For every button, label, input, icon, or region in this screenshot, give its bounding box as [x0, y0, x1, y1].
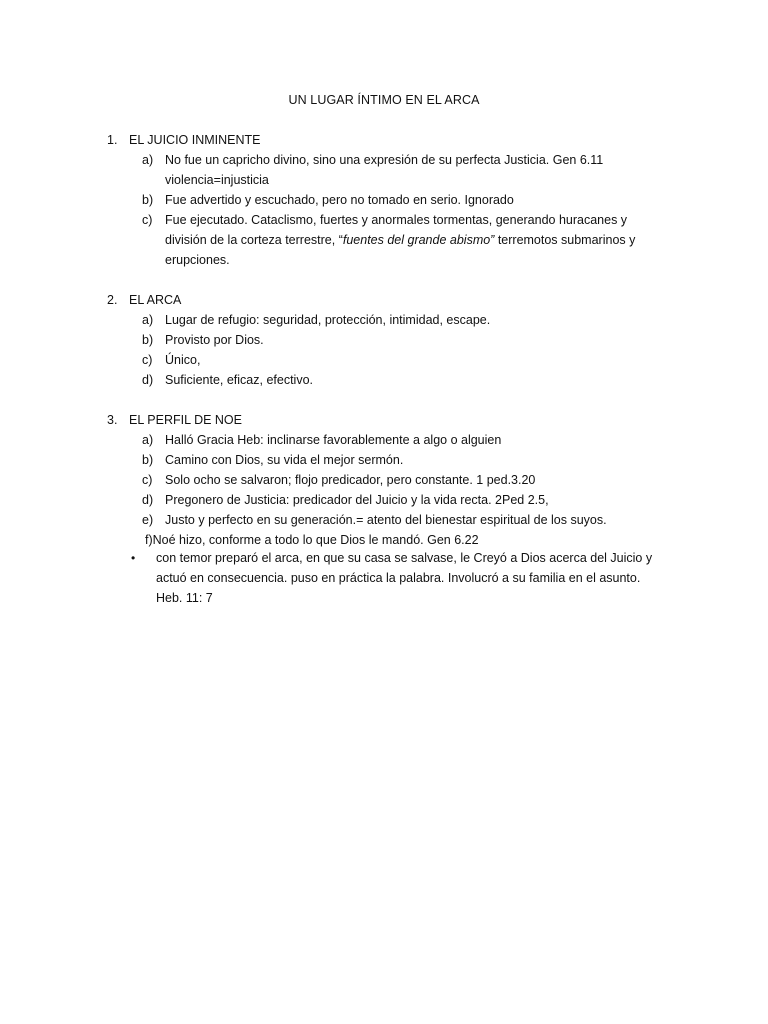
section-3 [0, 410, 768, 430]
section-heading: EL ARCA [129, 293, 182, 307]
section-2 [0, 290, 768, 310]
section-heading: EL JUICIO INMINENTE [129, 133, 261, 147]
item-text: Pregonero de Justicia: predicador del Juicio y la vida recta. 2Ped 2.5, [165, 493, 549, 507]
list-item [0, 370, 768, 390]
list-item-continuation [0, 230, 768, 250]
item-marker: d) [142, 373, 154, 387]
document-title: UN LUGAR ÍNTIMO EN EL ARCA [288, 93, 480, 107]
item-text: Provisto por Dios. [165, 333, 264, 347]
item-text: Camino con Dios, su vida el mejor sermón. [165, 453, 404, 467]
list-item [0, 210, 768, 230]
bullet-item [0, 548, 768, 568]
item-marker: e) [142, 513, 154, 527]
section-number: 1. [107, 133, 118, 147]
section-number: 2. [107, 293, 118, 307]
list-item [0, 310, 768, 330]
item-text: Único, [165, 353, 201, 367]
list-item-continuation [0, 250, 768, 270]
list-item [0, 430, 768, 450]
item-text: Suficiente, eficaz, efectivo. [165, 373, 313, 387]
item-marker: b) [142, 333, 154, 347]
item-text: Fue advertido y escuchado, pero no tomado en serio. Ignorado [165, 193, 514, 207]
section-1 [0, 130, 768, 150]
item-text: f)Noé hizo, conforme a todo lo que Dios le mandó. Gen 6.22 [145, 533, 479, 547]
item-text: Justo y perfecto en su generación.= atento del bienestar espiritual de los suyos. [165, 513, 607, 527]
section-heading: EL PERFIL DE NOE [129, 413, 242, 427]
item-text: erupciones. [165, 253, 230, 267]
list-item [0, 470, 768, 490]
item-text: No fue un capricho divino, sino una expresión de su perfecta Justicia. Gen 6.11 [165, 153, 604, 167]
item-marker: c) [142, 353, 153, 367]
bullet-continuation [0, 568, 768, 588]
list-item [0, 330, 768, 350]
bullet-continuation [0, 588, 768, 608]
item-marker: c) [142, 473, 153, 487]
list-item-continuation [0, 170, 768, 190]
bullet-icon: • [131, 551, 136, 565]
bullet-text: con temor preparó el arca, en que su casa se salvase, le Creyó a Dios acerca del Juicio y [156, 551, 653, 565]
item-text: Halló Gracia Heb: inclinarse favorablemente a algo o alguien [165, 433, 502, 447]
list-item [0, 190, 768, 210]
item-marker: b) [142, 453, 154, 467]
item-text-plain: división de la corteza terrestre, “ [165, 233, 343, 247]
list-item-f [0, 530, 768, 550]
quoted-phrase: fuentes del grande abismo” [342, 233, 495, 247]
list-item [0, 150, 768, 170]
item-text-plain: terremotos submarinos y [494, 233, 636, 247]
item-marker: a) [142, 313, 154, 327]
item-marker: c) [142, 213, 153, 227]
item-marker: d) [142, 493, 154, 507]
list-item [0, 510, 768, 530]
list-item [0, 350, 768, 370]
item-marker: a) [142, 153, 154, 167]
list-item [0, 450, 768, 470]
item-text: Fue ejecutado. Cataclismo, fuertes y anormales tormentas, generando huracanes y [165, 213, 628, 227]
item-text [165, 230, 635, 250]
bullet-text: actuó en consecuencia. puso en práctica la palabra. Involucró a su familia en el asunto. [156, 571, 641, 585]
item-marker: b) [142, 193, 154, 207]
item-marker: a) [142, 433, 154, 447]
item-text: Lugar de refugio: seguridad, protección, intimidad, escape. [165, 313, 491, 327]
item-text: violencia=injusticia [165, 173, 269, 187]
list-item [0, 490, 768, 510]
section-number: 3. [107, 413, 118, 427]
bullet-text: Heb. 11: 7 [156, 591, 213, 605]
item-text: Solo ocho se salvaron; flojo predicador, pero constante. 1 ped.3.20 [165, 473, 536, 487]
